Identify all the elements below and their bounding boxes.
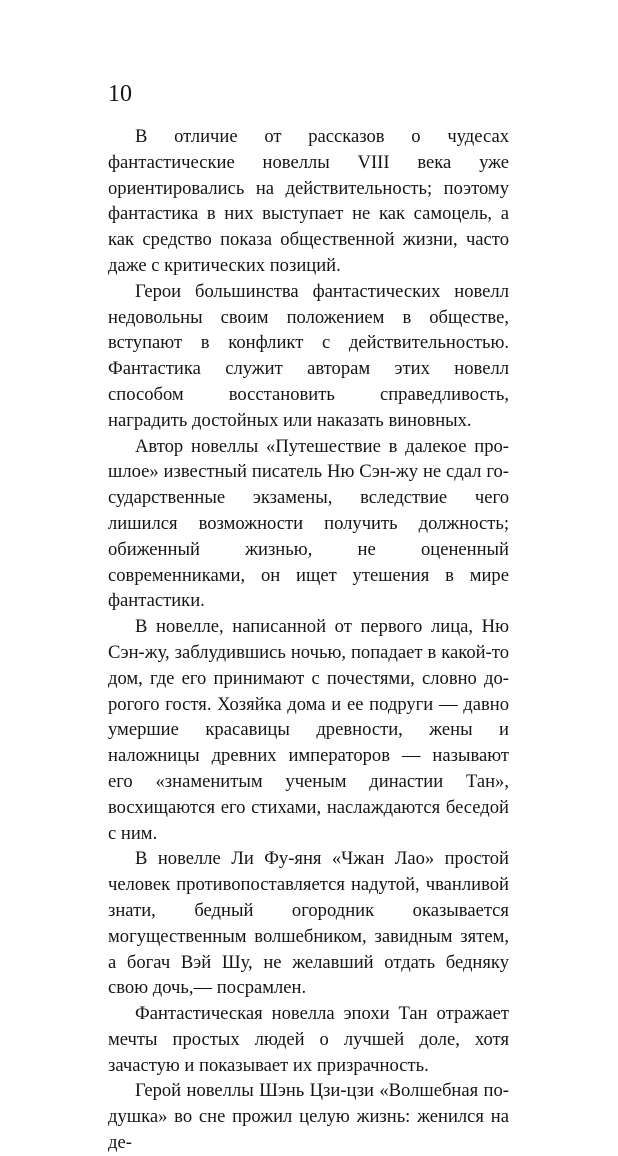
paragraph-2: Герои большинства фантастических новелл недовольны своим положением в обществе, вступают в конфликт с действительностью. Фантастика служит авторам этих новелл способом восстановить справедливость, наградить достойных или наказать виновных. bbox=[108, 280, 509, 431]
paragraph-4: В новелле, написанной от первого лица, Ню Сэн-жу, заблудившись ночью, попадает в какой-то дом, где его принимают с почестями, словно дорогого гостя. Хозяйка дома и ее подруги — давно умершие красавицы древности, жены и наложницы древних императоров — называют его «знаменитым ученым династии Тан», восхищаются его стихами, наслаждаются беседой с ним. bbox=[108, 616, 509, 844]
paragraph-3: Автор новеллы «Путешествие в далекое прошлое» известный писатель Ню Сэн-жу не сдал государственные экзамены, вследствие чего лишился возможности получить должность; обиженный жизнью, не оцененный современниками, он ищет утешения в мире фантастики. bbox=[108, 435, 509, 612]
paragraph-1: В отличие от рассказов о чудесах фантастические новеллы VIII века уже ориентировались на действительность; поэтому фантастика в них выступает не как самоцель, а как средство показа общественной жизни, часто даже с критических позиций. bbox=[108, 126, 509, 276]
paragraph-7: Герой новеллы Шэнь Цзи-цзи «Волшебная подушка» во сне прожил целую жизнь: женился на де- bbox=[108, 1080, 509, 1154]
paragraph-6: Фантастическая новелла эпохи Тан отражает мечты простых людей о лучшей доле, хотя зачастую и показывает их призрачность. bbox=[108, 1003, 509, 1076]
paragraph-5: В новелле Ли Фу-яня «Чжан Лао» простой человек противопоставляется надутой, чванливой знати, бедный огородник оказывается могущественным волшебником, завидным зятем, а богач Вэй Шу, не желавший отдать бедняку свою дочь,— посрамлен. bbox=[108, 848, 509, 999]
text-column bbox=[108, 124, 509, 1156]
page-number: 10 bbox=[108, 81, 132, 107]
